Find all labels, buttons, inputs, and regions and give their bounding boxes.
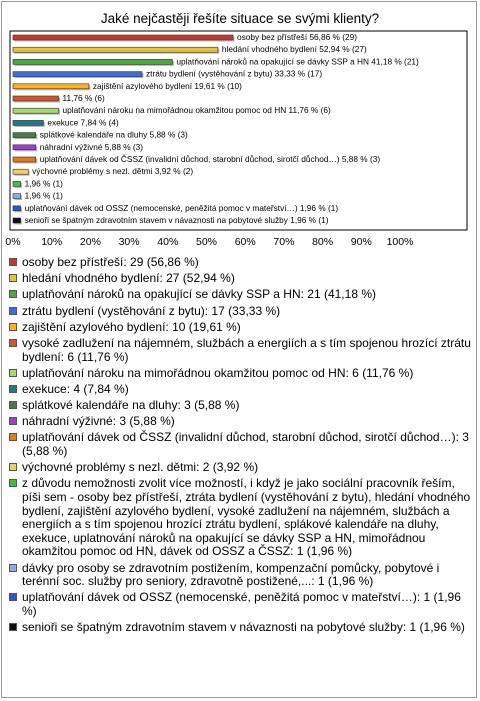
legend-item	[9, 562, 471, 589]
legend-item	[9, 305, 471, 319]
bar-label: splátkové kalendáře na dluhy 5,88 % (3)	[39, 129, 188, 140]
bar-label: zajištění azylového bydlení 19,61 % (10)	[92, 80, 242, 91]
legend-item	[9, 591, 471, 618]
bar	[13, 35, 233, 40]
bar-plot	[2, 2, 478, 252]
legend-label: z důvodu nemožnosti zvolit více možností, i když je jako sociální pracovník řeším, píši sem - osoby bez přístřeší, ztráta bydlení (vystěhování z bytu), hledání vhodného bydlení, zajištění azylového bydlení, vysoké zadlužení na nájemném, službách a energiích a s tím spojenou hrozící ztrátu bydlení, splákové kalendáře na dluhy, exekuce, uplatnování nároků na opakující se dávky SSP a HN, mimořádnou okamžitou pomoc od HN, dávek od OSSZ a ČSSZ: 1 (1,96 %)	[22, 476, 471, 559]
x-tick-label: 20%	[79, 236, 101, 248]
chart-frame	[1, 1, 477, 698]
legend-label: uplatňování dávek od ČSSZ (invalidní důchod, starobní důchod, sirotčí důchod…): 3 (5,88 %)	[22, 430, 469, 459]
legend-swatch	[9, 433, 17, 441]
legend-label: dávky pro osoby se zdravotním postižením, kompenzační pomůcky, pobytové i terénní soc. služby pro seniory, zdravotně postižené,...: 1 (1,96 %)	[22, 560, 440, 589]
legend-swatch	[9, 593, 17, 601]
bar-label: uplatňování dávek od OSSZ (nemocenské, peněžitá pomoc v mateřství…) 1,96 % (1)	[24, 202, 339, 213]
x-tick-label: 90%	[350, 236, 372, 248]
legend-swatch	[9, 479, 17, 487]
legend-label: uplatňování nároku na mimořádnou okamžitou pomoc od HN: 6 (11,76 %)	[22, 365, 414, 380]
x-tick-label: 30%	[118, 236, 140, 248]
legend	[9, 256, 471, 637]
bar	[13, 145, 36, 150]
legend-label: ztrátu bydlení (vystěhování z bytu): 17 (33,33 %)	[22, 303, 281, 318]
legend-swatch	[9, 385, 17, 393]
bar	[13, 47, 218, 52]
x-tick-label: 100%	[386, 236, 414, 248]
legend-item	[9, 415, 471, 429]
x-tick-label: 50%	[195, 236, 218, 248]
bar-label: osoby bez přístřeší 56,86 % (29)	[237, 32, 357, 42]
bar	[13, 84, 89, 89]
legend-swatch	[9, 369, 17, 377]
x-tick-label: 40%	[157, 236, 179, 248]
legend-swatch	[9, 463, 17, 471]
x-tick-label: 60%	[234, 236, 256, 248]
bar-label: uplatňování dávek od ČSSZ (invalidní důchod, starobní důchod, sirotčí důchod…) 5,88 % (3)	[39, 154, 381, 164]
legend-swatch	[9, 564, 17, 572]
legend-swatch	[9, 623, 17, 631]
legend-label: senioři se špatným zdravotním stavem v návaznosti na pobytové služby: 1 (1,96 %)	[22, 620, 465, 635]
legend-item	[9, 337, 471, 364]
x-tick-label: 70%	[273, 236, 295, 248]
legend-swatch	[9, 401, 17, 409]
legend-label: hledání vhodného bydlení: 27 (52,94 %)	[22, 271, 235, 286]
bar-label: uplatňování nároku na mimořádnou okamžitou pomoc od HN 11,76 % (6)	[62, 105, 331, 116]
legend-item	[9, 367, 471, 381]
bar	[13, 59, 172, 64]
bar-label: 11,76 % (6)	[62, 93, 105, 103]
bar-label: exekuce 7,84 % (4)	[47, 117, 119, 128]
legend-item	[9, 461, 471, 475]
legend-swatch	[9, 307, 17, 315]
legend-label: splátkové kalendáře na dluhy: 3 (5,88 %)	[22, 398, 240, 413]
legend-swatch	[9, 290, 17, 298]
legend-item	[9, 621, 471, 635]
bar	[13, 194, 21, 199]
bar-label: hledání vhodného bydlení 52,94 % (27)	[221, 44, 367, 55]
bar	[13, 169, 28, 174]
legend-item	[9, 383, 471, 397]
bar-label: senioři se špatným zdravotním stavem v návaznosti na pobytové služby 1,96 % (1)	[24, 215, 329, 225]
bar	[13, 108, 59, 113]
legend-label: osoby bez přístřeší: 29 (56,86 %)	[22, 255, 199, 269]
x-tick-label: 80%	[312, 236, 334, 248]
legend-label: exekuce: 4 (7,84 %)	[22, 381, 129, 396]
bar	[13, 181, 21, 186]
bar	[13, 72, 142, 77]
bar	[13, 206, 21, 211]
legend-label: zajištění azylového bydlení: 10 (19,61 %)	[22, 319, 241, 334]
legend-label: vysoké zadlužení na nájemném, službách a energiích a s tím spojenou hrozící ztrátu bydlení: 6 (11,76 %)	[22, 335, 471, 364]
bar	[13, 96, 59, 101]
bar-label: 1,96 % (1)	[24, 178, 63, 189]
legend-swatch	[9, 339, 17, 347]
x-tick-label: 10%	[41, 236, 63, 248]
legend-item	[9, 272, 471, 286]
bar-label: uplatňování nároků na opakující se dávky SSP a HN 41,18 % (21)	[176, 56, 419, 67]
bar	[13, 218, 21, 223]
legend-item	[9, 399, 471, 413]
legend-swatch	[9, 274, 17, 282]
legend-label: uplatňování nároků na opakující se dávky SSP a HN: 21 (41,18 %)	[22, 287, 376, 302]
bar-label: výchovné problémy s nezl. dětmi 3,92 % (2)	[32, 166, 194, 177]
bar	[13, 157, 36, 162]
legend-label: uplatňování dávek od OSSZ (nemocenské, peněžitá pomoc v mateřství…): 1 (1,96 %)	[22, 590, 461, 618]
legend-item	[9, 477, 471, 559]
legend-item	[9, 288, 471, 302]
bar	[13, 133, 36, 138]
bar-label: ztrátu bydlení (vystěhování z bytu) 33,33 % (17)	[145, 68, 323, 79]
bar-label: 1,96 % (1)	[24, 190, 63, 201]
legend-label: výchovné problémy s nezl. dětmi: 2 (3,92 %)	[22, 460, 259, 475]
bar	[13, 120, 43, 125]
legend-item	[9, 256, 471, 270]
legend-swatch	[9, 417, 17, 425]
legend-item	[9, 431, 471, 458]
legend-item	[9, 321, 471, 335]
bar-label: náhradní výživné 5,88 % (3)	[39, 141, 144, 152]
chart-title: Jaké nejčastěji řešíte situace se svými klienty?	[100, 11, 380, 26]
legend-label: náhradní výživné: 3 (5,88 %)	[22, 414, 175, 429]
legend-swatch	[9, 323, 17, 331]
legend-swatch	[9, 258, 17, 266]
x-tick-label: 0%	[5, 236, 21, 248]
